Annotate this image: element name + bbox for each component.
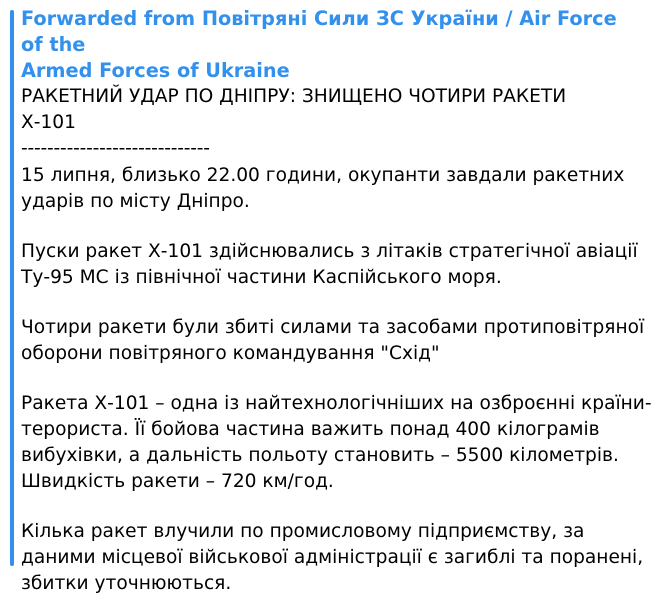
- paragraph-line: Чотири ракети були збиті силами та засобами протиповітряної: [21, 317, 645, 338]
- paragraph-line: Кілька ракет влучили по промисловому підприємству, за: [21, 521, 585, 542]
- paragraph-line: Швидкість ракети – 720 км/год.: [21, 471, 334, 492]
- paragraph-line: даними місцевої військової адміністрації є загиблі та поранені,: [21, 547, 644, 568]
- paragraph-1: [21, 163, 626, 215]
- paragraph-3: [21, 315, 645, 367]
- paragraph-line: оборони повітряного командування "Схід": [21, 343, 440, 364]
- paragraph-line: терориста. Її бойова частина важить понад 400 кілограмів: [21, 419, 600, 440]
- message-headline: РАКЕТНИЙ УДАР ПО ДНІПРУ: ЗНИЩЕНО ЧОТИРИ РАКЕТИ Х-101: [21, 86, 567, 133]
- message-divider: -----------------------------: [21, 138, 210, 159]
- paragraph-5: [21, 519, 644, 597]
- forwarded-from-link[interactable]: Forwarded from Повітряні Сили ЗС України / Air Force of the Armed Forces of Ukraine: [21, 7, 617, 82]
- forward-accent-bar: [10, 10, 14, 566]
- message-content: [21, 6, 652, 597]
- paragraph-line: Пуски ракет Х-101 здійснювались з літаків стратегічної авіації: [21, 241, 638, 262]
- paragraph-4: [21, 391, 652, 495]
- paragraph-line: Ракета Х-101 – одна із найтехнологічніших на озброєнні країни-: [21, 393, 652, 414]
- paragraph-line: вибухівки, а дальність польоту становить – 5500 кілометрів.: [21, 445, 619, 466]
- paragraph-2: [21, 239, 638, 291]
- paragraph-line: 15 липня, близько 22.00 години, окупанти завдали ракетних: [21, 165, 625, 186]
- paragraph-line: ударів по місту Дніпро.: [21, 191, 250, 212]
- paragraph-line: збитки уточнюються.: [21, 573, 232, 594]
- paragraph-line: Ту-95 МС із північної частини Каспійського моря.: [21, 267, 502, 288]
